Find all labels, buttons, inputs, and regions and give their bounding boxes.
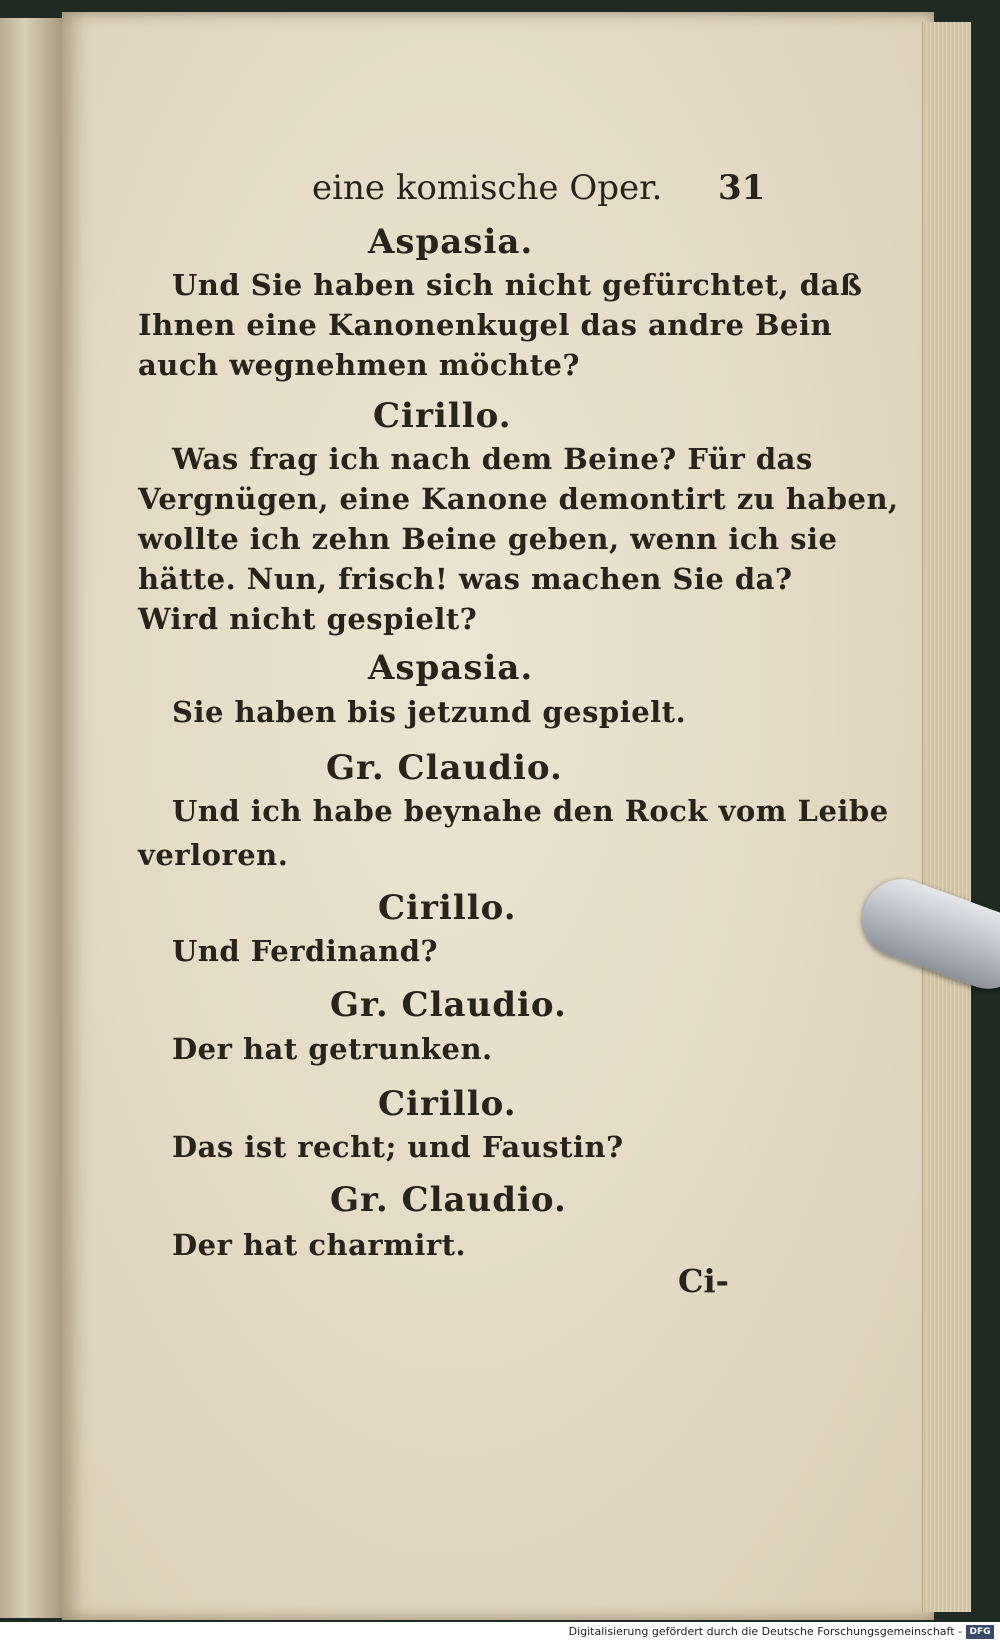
speaker-heading: Aspasia. bbox=[368, 222, 534, 262]
page-number: 31 bbox=[718, 168, 766, 208]
footer-bar bbox=[0, 1622, 1000, 1643]
speech-line: Wird nicht gespielt? bbox=[138, 602, 478, 636]
speaker-heading: Cirillo. bbox=[378, 888, 517, 928]
speech-line: Und Ferdinand? bbox=[172, 934, 439, 968]
running-title: eine komische Oper. bbox=[312, 168, 663, 208]
speech-line: Der hat getrunken. bbox=[172, 1032, 493, 1066]
speech-line: verloren. bbox=[138, 838, 289, 872]
speaker-heading: Gr. Claudio. bbox=[326, 748, 563, 788]
speaker-heading: Gr. Claudio. bbox=[330, 985, 567, 1025]
speech-line: Sie haben bis jetzund gespielt. bbox=[172, 695, 687, 729]
speaker-heading: Aspasia. bbox=[368, 648, 534, 688]
speech-line: Vergnügen, eine Kanone demontirt zu haben, bbox=[138, 482, 899, 516]
speaker-heading: Gr. Claudio. bbox=[330, 1180, 567, 1220]
facing-page-edge bbox=[0, 18, 62, 1618]
speech-line: Der hat charmirt. bbox=[172, 1228, 467, 1262]
catchword: Ci- bbox=[678, 1262, 729, 1300]
speech-line: Und Sie haben sich nicht gefürchtet, daß bbox=[172, 268, 863, 302]
speech-line: Das ist recht; und Faustin? bbox=[172, 1130, 624, 1164]
speech-line: Was frag ich nach dem Beine? Für das bbox=[172, 442, 813, 476]
speech-line: auch wegnehmen möchte? bbox=[138, 348, 580, 382]
speech-line: hätte. Nun, frisch! was machen Sie da? bbox=[138, 562, 793, 596]
speaker-heading: Cirillo. bbox=[378, 1084, 517, 1124]
speech-line: wollte ich zehn Beine geben, wenn ich sie bbox=[138, 522, 838, 556]
dfg-logo: DFG bbox=[966, 1625, 994, 1639]
speech-line: Und ich habe beynahe den Rock vom Leibe bbox=[172, 794, 889, 828]
page-stack-edge bbox=[922, 22, 971, 1612]
footer-credit: Digitalisierung gefördert durch die Deutsche Forschungsgemeinschaft - bbox=[568, 1625, 962, 1638]
speaker-heading: Cirillo. bbox=[373, 396, 512, 436]
speech-line: Ihnen eine Kanonenkugel das andre Bein bbox=[138, 308, 833, 342]
